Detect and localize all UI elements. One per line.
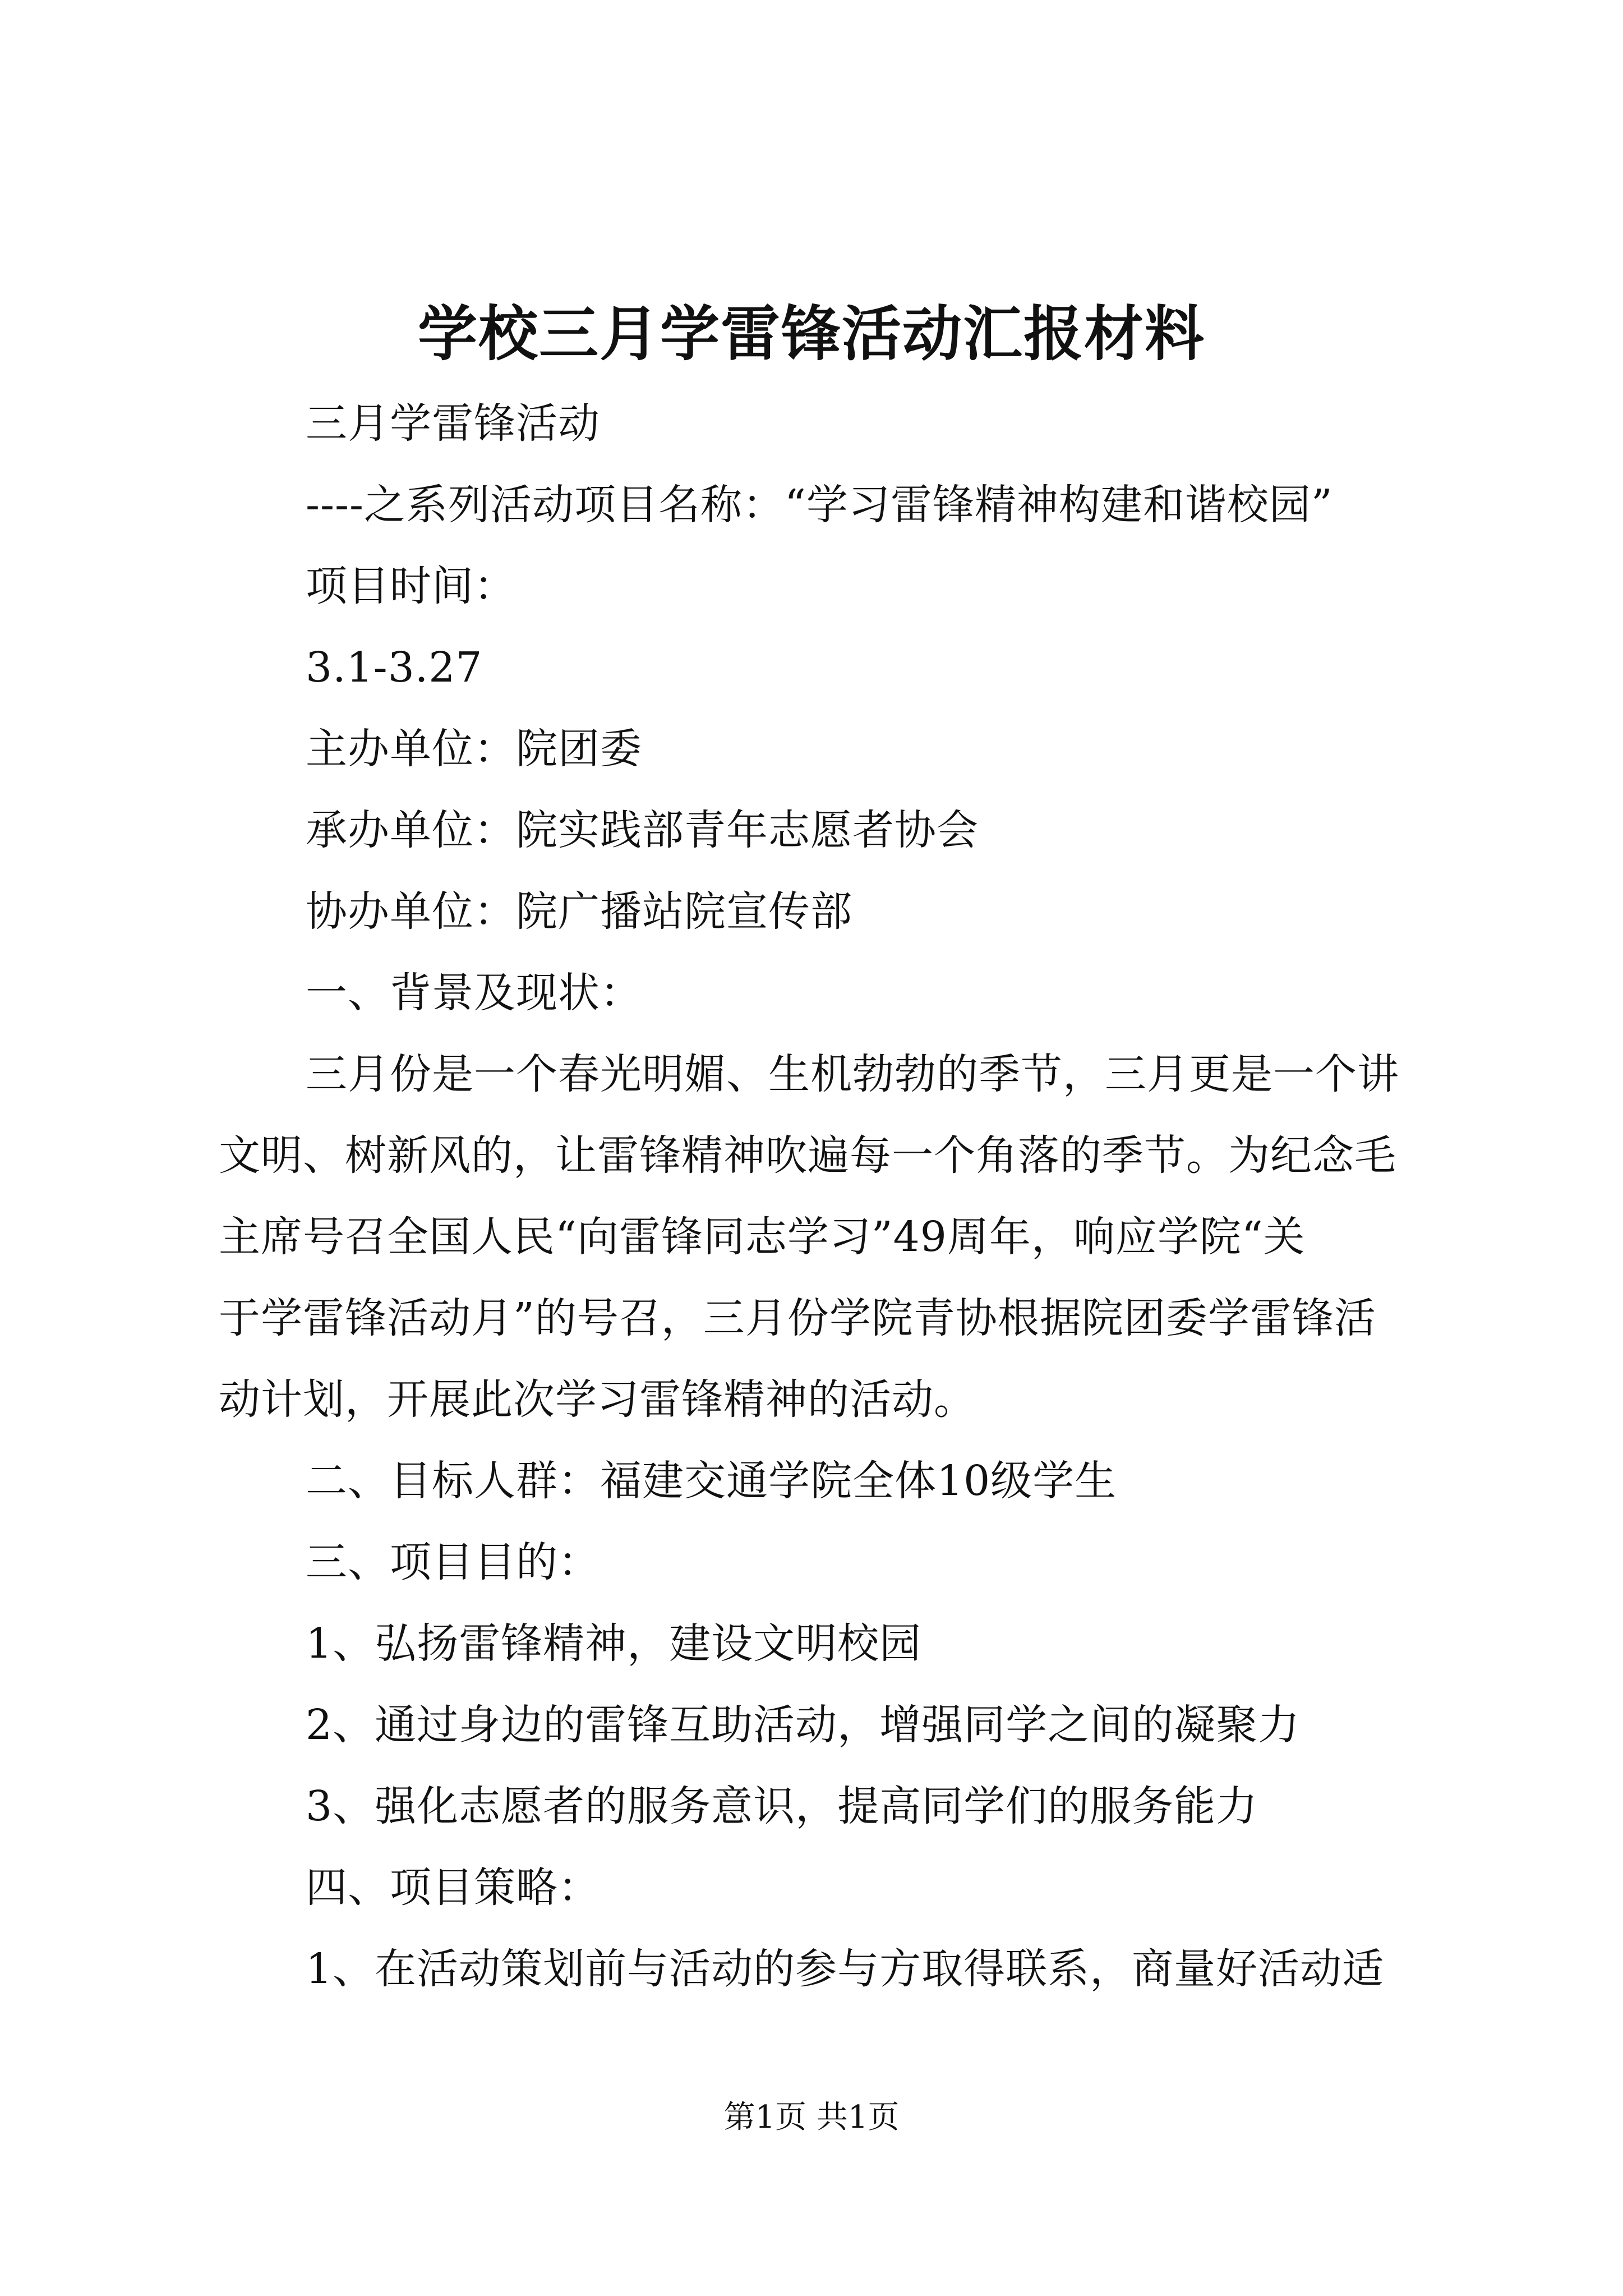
paragraph-line: 主办单位：院团委 [306,725,642,773]
paragraph-line: 二、目标人群：福建交通学院全体10级学生 [306,1457,1117,1505]
paragraph-line: 动计划，开展此次学习雷锋精神的活动。 [219,1375,976,1424]
paragraph-line: 1、弘扬雷锋精神，建设文明校园 [306,1619,922,1668]
paragraph-line: 文明、树新风的，让雷锋精神吹遍每一个角落的季节。为纪念毛 [219,1131,1396,1180]
paragraph-line: 三月份是一个春光明媚、生机勃勃的季节，三月更是一个讲 [306,1050,1399,1098]
paragraph-line: 协办单位：院广播站院宣传部 [306,887,852,936]
paragraph-line: 一、背景及现状： [306,969,642,1017]
paragraph-line: 3、强化志愿者的服务意识，提高同学们的服务能力 [306,1782,1258,1830]
paragraph-line: 三、项目目的： [306,1538,600,1586]
paragraph-line: 3.1-3.27 [306,643,483,692]
paragraph-line: 三月学雷锋活动 [306,399,600,448]
paragraph-line: 1、在活动策划前与活动的参与方取得联系，商量好活动适 [306,1945,1385,1993]
paragraph-line: 承办单位：院实践部青年志愿者协会 [306,806,979,854]
page-footer: 第1页 共1页 [723,2099,900,2136]
paragraph-line: 2、通过身边的雷锋互助活动，增强同学之间的凝聚力 [306,1701,1301,1749]
paragraph-line: 项目时间： [306,562,516,610]
document-title: 学校三月学雷锋活动汇报材料 [418,298,1205,369]
paragraph-line: 于学雷锋活动月”的号召，三月份学院青协根据院团委学雷锋活 [219,1294,1376,1342]
paragraph-line: ----之系列活动项目名称：“学习雷锋精神构建和谐校园” [306,481,1333,529]
paragraph-line: 四、项目策略： [306,1864,600,1912]
paragraph-line: 主席号召全国人民“向雷锋同志学习”49周年，响应学院“关 [219,1213,1306,1261]
